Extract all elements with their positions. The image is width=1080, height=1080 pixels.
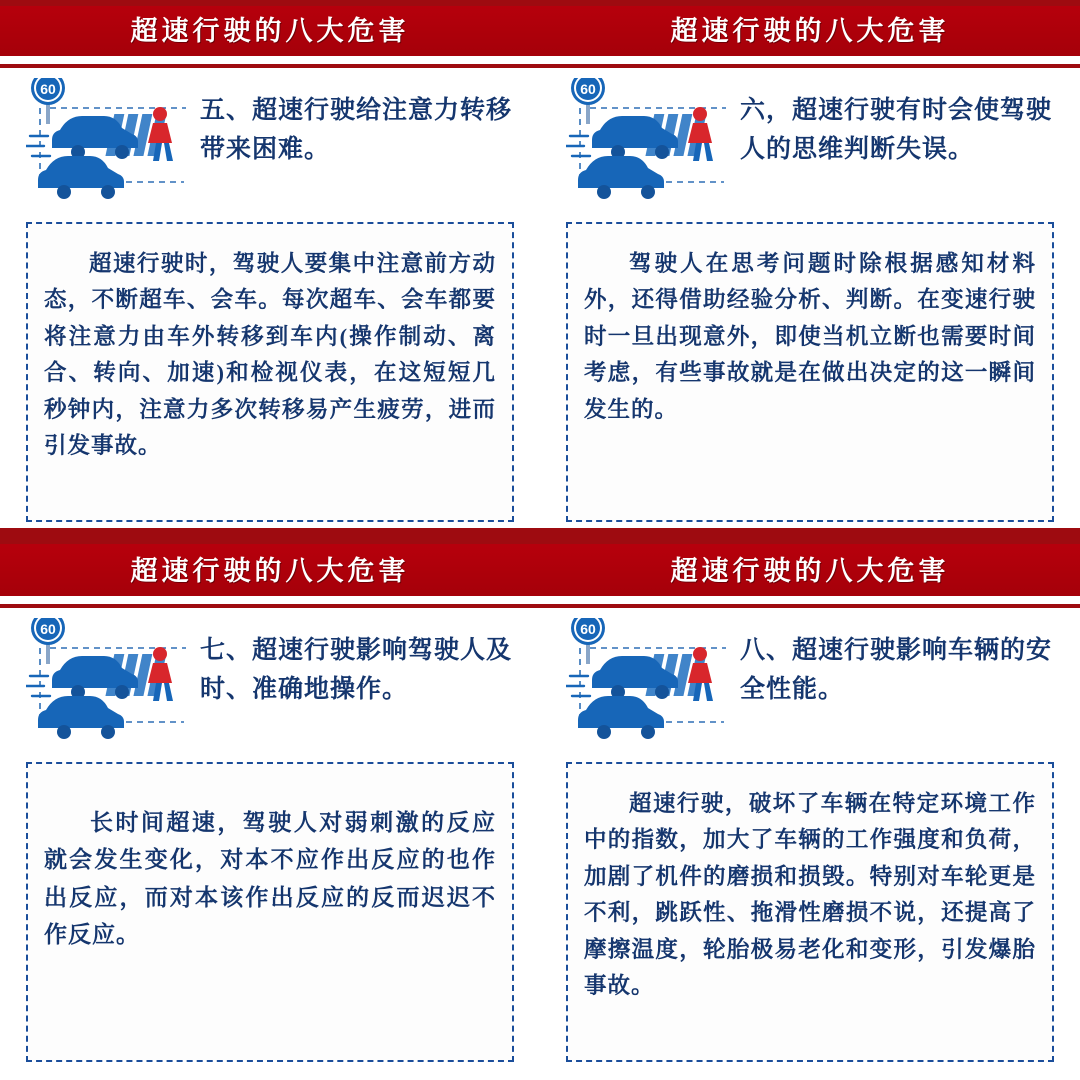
svg-text:60: 60 [580,621,596,637]
header-rule [540,56,1080,68]
traffic-illustration [26,618,194,748]
cars-crosswalk-icon [26,78,194,208]
speed-limit-sign [31,78,65,124]
panel-body-text: 超速行驶时，驾驶人要集中注意前方动态，不断超车、会车。每次超车、会车都要将注意力由车外转移到车内(操作制动、离合、转向、加速)和检视仪表，在这短短几秒钟内，注意力多次转移易产生疲劳，进而引发事故。 [44,251,496,459]
panel-top-row [566,618,1054,750]
panel-top-row [26,78,514,210]
svg-text:60: 60 [40,81,56,97]
banner-title: 超速行驶的八大危害 [670,15,950,46]
cars-crosswalk-icon [26,618,194,748]
banner-title: 超速行驶的八大危害 [130,15,410,46]
bottom-frame-band [0,1070,1080,1080]
svg-text:60: 60 [40,621,56,637]
panel-header [0,0,540,56]
cars-crosswalk-icon [566,78,734,208]
panel-body-text: 长时间超速，驾驶人对弱刺激的反应就会发生变化，对本不应作出反应的也作出反应，而对本该作出反应的反而迟迟不作反应。 [44,810,496,947]
traffic-illustration [566,618,734,748]
header-rule [540,596,1080,608]
panel-textbox [566,222,1054,522]
speed-limit-sign [571,78,605,124]
traffic-illustration [566,78,734,208]
panel-header [540,0,1080,56]
speed-limit-sign [31,618,65,664]
panel-textbox [566,762,1054,1062]
panel-heading: 六，超速行驶有时会使驾驶人的思维判断失误。 [740,97,1053,163]
panel-body [0,68,540,540]
panel-heading: 七、超速行驶影响驾驶人及时、准确地操作。 [200,637,513,703]
panel-top-row [26,618,514,750]
panel-5 [0,0,540,540]
panel-body [540,608,1080,1080]
panel-top-row [566,78,1054,210]
panel-body [540,68,1080,540]
banner-title: 超速行驶的八大危害 [130,555,410,586]
panel-header [540,540,1080,596]
panel-heading: 八、超速行驶影响车辆的安全性能。 [740,637,1053,703]
header-rule [0,596,540,608]
panel-heading: 五、超速行驶给注意力转移带来困难。 [200,97,513,163]
panel-textbox [26,762,514,1062]
banner-title: 超速行驶的八大危害 [670,555,950,586]
cars-crosswalk-icon [566,618,734,748]
panel-6 [540,0,1080,540]
panel-body-text: 驾驶人在思考问题时除根据感知材料外，还得借助经验分析、判断。在变速行驶时一旦出现意外，即使当机立断也需要时间考虑，有些事故就是在做出决定的这一瞬间发生的。 [584,251,1036,422]
top-frame-band [0,0,1080,6]
panel-7 [0,540,540,1080]
header-rule [0,56,540,68]
panel-body [0,608,540,1080]
traffic-illustration [26,78,194,208]
panel-header [0,540,540,596]
svg-text:60: 60 [580,81,596,97]
panel-textbox [26,222,514,522]
speed-limit-sign [571,618,605,664]
panel-8 [540,540,1080,1080]
panel-body-text: 超速行驶，破坏了车辆在特定环境工作中的指数，加大了车辆的工作强度和负荷，加剧了机件的磨损和损毁。特别对车轮更是不利，跳跃性、拖滑性磨损不说，还提高了摩擦温度，轮胎极易老化和变形，引发爆胎事故。 [584,791,1036,999]
